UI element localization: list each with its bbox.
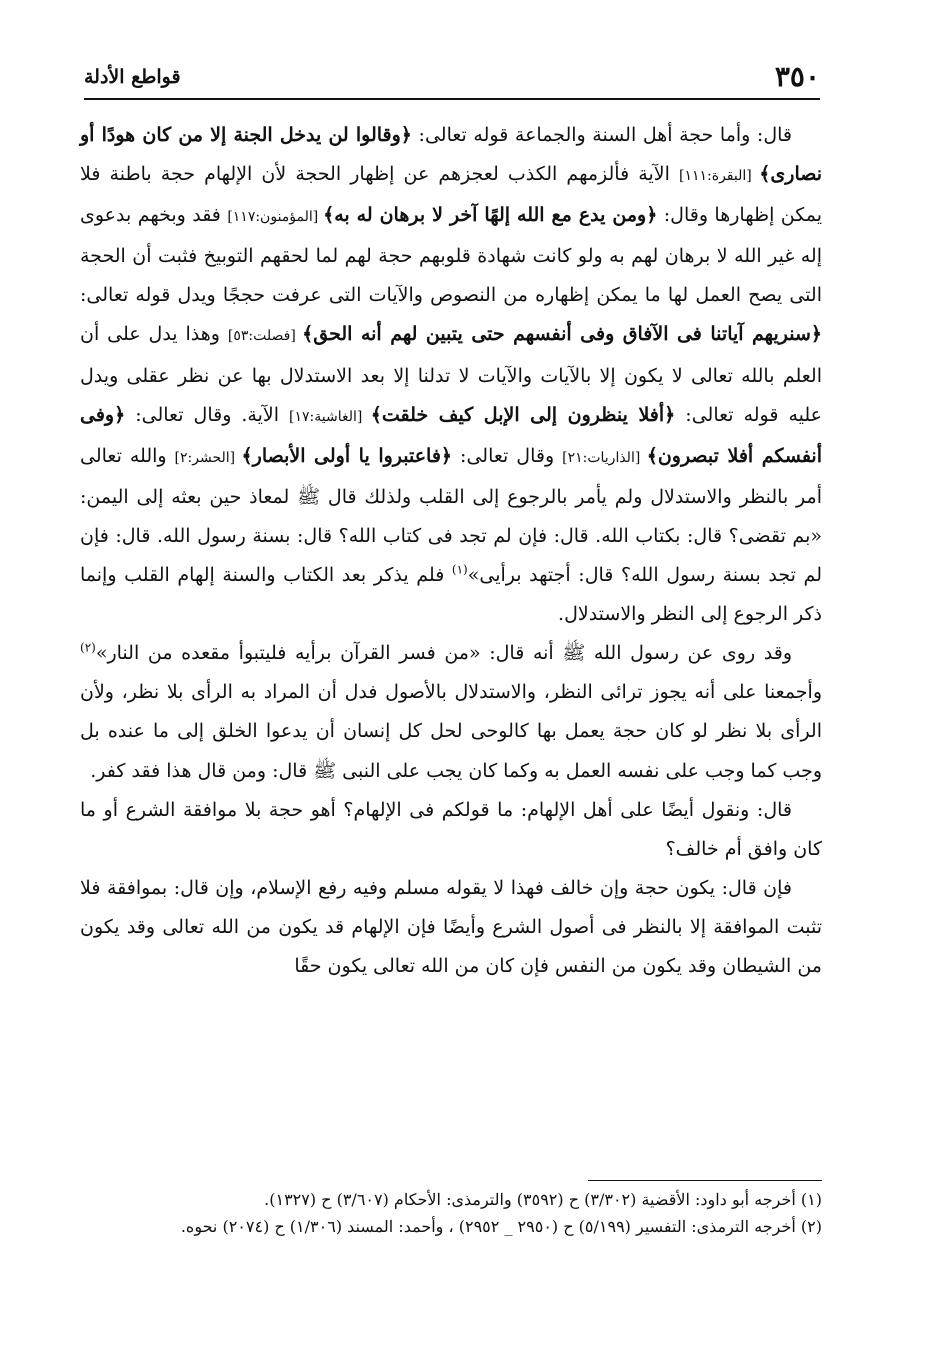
page-header [84,58,820,98]
text-run: وقد روى عن رسول الله ﷺ أنه قال: «من فسر القرآن برأيه فليتبوأ مقعده من النار» [95,642,792,665]
text-run: وأجمعنا على أنه يجوز ترائى النظر، والاستدلال بالأصول فدل أن المراد به الرأى بلا نظر، ولأن الرأى بلا نظر لو كان حجة يعمل بها كالوحى لحل كل إنسان أن يدعوا الخلق إلى ما عنده بل وجب كما وجب على نفسه العمل به وكما كان يجب على النبى ﷺ قال: ومن قال هذا فقد كفر. [80,681,823,782]
verse-reference: [فصلت:٥٣] [227,328,303,345]
verse-reference: [الحشر:٢] [174,449,242,466]
text-run: والله تعالى أمر بالنظر والاستدلال ولم يأمر بالرجوع إلى القلب ولذلك قال ﷺ لمعاذ حين بعثه إلى اليمن: «بم تقضى؟ قال: بكتاب الله. قال: فإن لم تجد فى كتاب الله؟ قال: بسنة رسول الله. قال: فإن لم تجد بسنة رسول الله؟ قال: أجتهد برأيى» [80,444,822,587]
paragraph [80,869,822,986]
quran-verse: ﴿ومن يدع مع الله إلهًا آخر لا برهان له به﴾ [323,204,658,227]
quran-verse: ﴿فاعتبروا يا أولى الأبصار﴾ [241,444,453,467]
text-run: وقال تعالى: [452,444,563,467]
verse-reference: [الغاشية:١٧] [289,408,371,425]
footnotes [84,1186,822,1240]
running-title: قواطع الأدلة [84,66,181,88]
text-run: فقد وبخهم بدعوى إله غير الله لا برهان لهم به ولو كانت شهادة قلوبهم حجة لهم لما لحقهم التوبيخ فثبت أن الحجة التى يصح العمل لها ما يمكن إظهاره من النصوص والآيات التى عرفت حججًا ويدل قوله تعالى: [80,204,822,307]
text-run: فلم يذكر بعد الكتاب والسنة إلهام القلب وإنما ذكر الرجوع إلى النظر والاستدلال. [80,564,822,626]
verse-reference: [الذاريات:٢١] [562,449,647,466]
text-run: الآية فألزمهم الكذب لعجزهم عن إظهار الحجة لأن الإلهام حجة باطنة فلا يمكن إظهارها وقال: [80,163,822,227]
footnote: (١) أخرجه أبو داود: الأقضية (٣/٣٠٢) ح (٣٥٩٢) والترمذى: الأحكام (٣/٦٠٧) ح (١٣٢٧). [264,1190,822,1209]
verse-reference: [المؤمنون:١١٧] [227,209,324,226]
page-number: ٣٥٠ [774,60,820,93]
text-run: وهذا يدل على أن العلم بالله تعالى لا يكون إلا بالآيات والآيات لا تدلنا إلا بعد الاستدلال بها عن نظر عقلى ويدل عليه قوله تعالى: [80,323,823,426]
text-run: قال: ونقول أيضًا على أهل الإلهام: ما قولكم فى الإلهام؟ أهو حجة بلا موافقة الشرع أو ما كان وافق أم خالف؟ [80,798,822,860]
quran-verse: ﴿وقالوا لن يدخل الجنة إلا من كان هودًا أو نصارى﴾ [80,124,822,186]
footnote: (٢) أخرجه الترمذى: التفسير (٥/١٩٩) ح (٢٩٥٠ _ ٢٩٥٢) ، وأحمد: المسند (١/٣٠٦) ح (٢٠٧٤) نحوه. [180,1217,822,1236]
main-text [80,116,822,986]
footnote-marker: (١) [451,562,468,577]
text-run: فإن قال: يكون حجة وإن خالف فهذا لا يقوله مسلم وفيه رفع الإسلام، وإن قال: بموافقة فلا تثبت الموافقة إلا بالنظر فى أصول الشرع وأيضًا فإن الإلهام قد يكون من الله تعالى وقد يكون من الشيطان وقد يكون من النفس فإن كان من الله تعالى يكون حقًا [80,876,822,977]
verse-reference: [البقرة:١١١] [679,168,760,185]
header-divider [84,98,820,100]
quran-verse: ﴿سنريهم آياتنا فى الآفاق وفى أنفسهم حتى يتبين لهم أنه الحق﴾ [302,323,823,346]
footnote-marker: (٢) [80,640,96,655]
paragraph [80,791,822,869]
footnote-divider [588,1180,822,1181]
paragraph [80,116,822,634]
paragraph [80,634,822,790]
quran-verse: ﴿وفى أنفسكم أفلا تبصرون﴾ [80,403,822,467]
text-run: قال: وأما حجة أهل السنة والجماعة قوله تعالى: [411,124,792,146]
quran-verse: ﴿أفلا ينظرون إلى الإبل كيف خلقت﴾ [370,403,676,426]
text-run: الآية. وقال تعالى: [125,403,290,426]
